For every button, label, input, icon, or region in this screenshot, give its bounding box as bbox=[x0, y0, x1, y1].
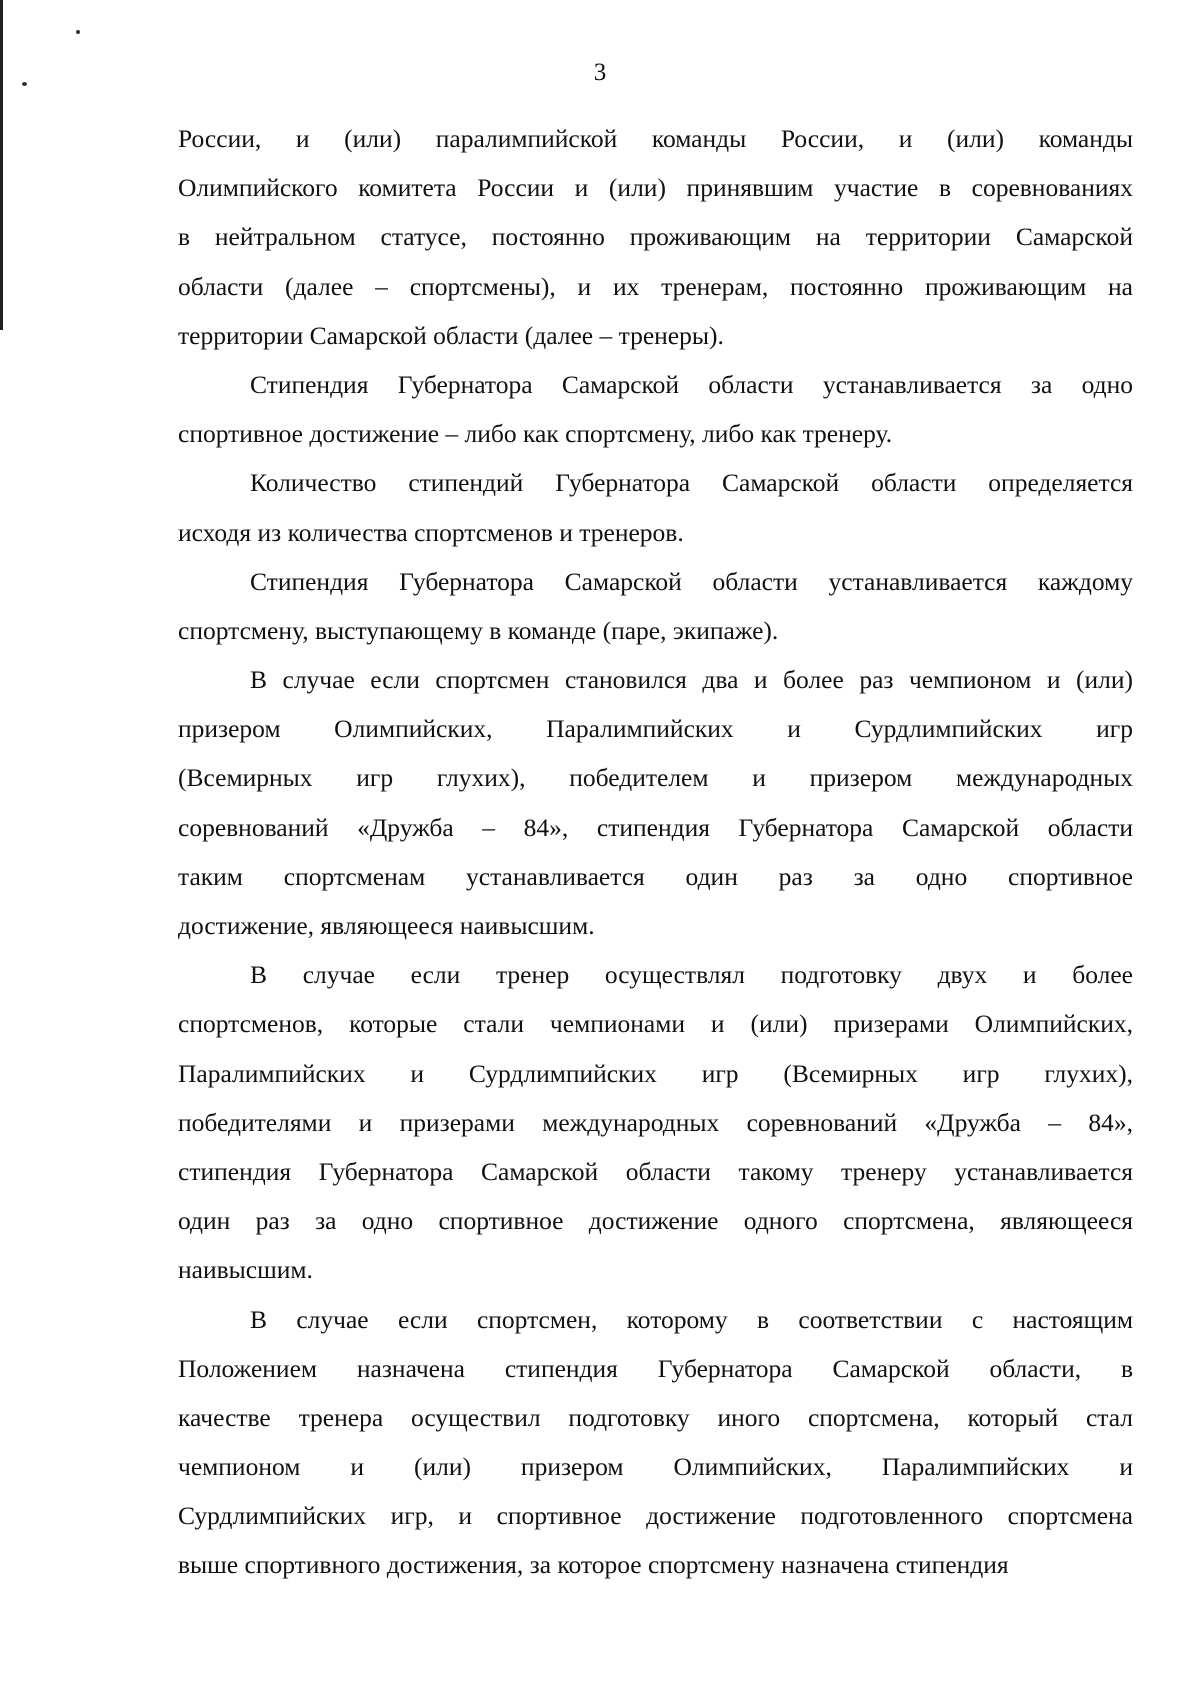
paragraph-line: один раз за одно спортивное достижение одного спортсмена, являющееся bbox=[178, 1206, 1133, 1236]
paragraph-line: (Всемирных игр глухих), победителем и призером международных bbox=[178, 763, 1133, 793]
paragraph bbox=[178, 655, 1133, 950]
paragraph-line: призером Олимпийских, Паралимпийских и Сурдлимпийских игр bbox=[178, 714, 1133, 744]
paragraph-line: В случае если спортсмен становился два и более раз чемпионом и (или) bbox=[250, 665, 1133, 695]
paragraph-line: в нейтральном статусе, постоянно проживающим на территории Самарской bbox=[178, 222, 1133, 252]
paragraph-line: Положением назначена стипендия Губернатора Самарской области, в bbox=[178, 1353, 1133, 1383]
paragraph-line: таким спортсменам устанавливается один раз за одно спортивное bbox=[178, 861, 1133, 891]
paragraph-line: выше спортивного достижения, за которое спортсмену назначена стипендия bbox=[178, 1550, 1009, 1580]
paragraph-line: Стипендия Губернатора Самарской области устанавливается каждому bbox=[250, 566, 1133, 596]
paragraph bbox=[178, 950, 1133, 1294]
paragraph-line: исходя из количества спортсменов и тренеров. bbox=[178, 517, 684, 547]
paragraph-line: России, и (или) паралимпийской команды России, и (или) команды bbox=[178, 124, 1133, 153]
paragraph-line: Количество стипендий Губернатора Самарской области определяется bbox=[250, 468, 1133, 498]
paragraph bbox=[178, 114, 1133, 360]
page-number: 3 bbox=[593, 59, 607, 86]
paragraph-line: наивысшим. bbox=[178, 1255, 313, 1285]
document-body bbox=[178, 114, 1133, 1590]
paragraph-line: территории Самарской области (далее – тренеры). bbox=[178, 320, 724, 350]
paragraph-line: соревнований «Дружба – 84», стипендия Губернатора Самарской области bbox=[178, 812, 1133, 842]
paragraph-line: В случае если спортсмен, которому в соответствии с настоящим bbox=[250, 1304, 1133, 1334]
paragraph-line: победителями и призерами международных соревнований «Дружба – 84», bbox=[178, 1107, 1133, 1137]
paragraph-line: стипендия Губернатора Самарской области такому тренеру устанавливается bbox=[178, 1156, 1133, 1186]
paragraph bbox=[178, 1295, 1133, 1590]
paragraph-line: спортсменов, которые стали чемпионами и (или) призерами Олимпийских, bbox=[178, 1009, 1133, 1039]
paragraph-line: Сурдлимпийских игр, и спортивное достижение подготовленного спортсмена bbox=[178, 1501, 1133, 1531]
scan-speck bbox=[76, 30, 80, 34]
paragraph-line: качестве тренера осуществил подготовку иного спортсмена, который стал bbox=[178, 1402, 1133, 1432]
paragraph-line: чемпионом и (или) призером Олимпийских, Паралимпийских и bbox=[178, 1452, 1133, 1482]
paragraph-line: Стипендия Губернатора Самарской области устанавливается за одно bbox=[250, 369, 1133, 399]
paragraph bbox=[178, 458, 1133, 556]
paragraph-line: В случае если тренер осуществлял подготовку двух и более bbox=[250, 960, 1133, 990]
paragraph-line: спортсмену, выступающему в команде (паре, экипаже). bbox=[178, 615, 779, 645]
paragraph bbox=[178, 557, 1133, 655]
paragraph bbox=[178, 360, 1133, 458]
paragraph-line: достижение, являющееся наивысшим. bbox=[178, 911, 595, 940]
paragraph-line: Паралимпийских и Сурдлимпийских игр (Всемирных игр глухих), bbox=[178, 1058, 1133, 1088]
paragraph-line: Олимпийского комитета России и (или) принявшим участие в соревнованиях bbox=[178, 173, 1133, 203]
scan-edge-mark bbox=[0, 0, 3, 330]
paragraph-line: спортивное достижение – либо как спортсмену, либо как тренеру. bbox=[178, 419, 893, 449]
paragraph-line: области (далее – спортсмены), и их тренерам, постоянно проживающим на bbox=[178, 271, 1133, 301]
